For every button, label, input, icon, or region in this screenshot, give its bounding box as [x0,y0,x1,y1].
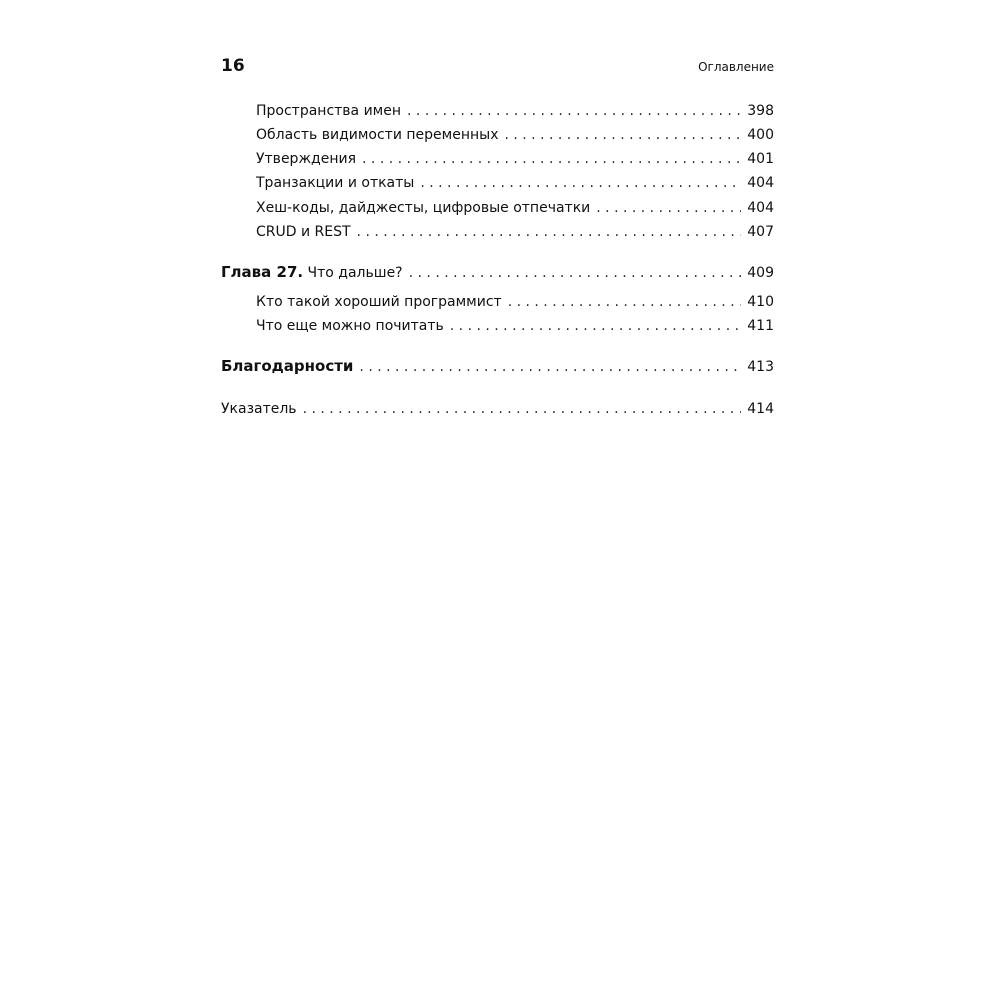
dot-leader [357,224,742,240]
dot-leader [407,103,741,119]
toc-entry-page: 404 [747,175,774,191]
toc-entry-title: Указатель [221,401,297,417]
chapter-title: Что дальше? [307,265,403,281]
toc-entry-title: Хеш-коды, дайджесты, цифровые отпечатки [256,200,591,216]
toc-acknowledgements[interactable] [221,357,774,379]
toc-entry-hash-codes[interactable] [256,200,774,222]
toc-entry-title: Транзакции и откаты [256,175,415,191]
dot-leader [409,265,742,281]
toc-entry-title: Область видимости переменных [256,127,499,143]
toc-entry-title: CRUD и REST [256,224,351,240]
toc-entry-page: 411 [747,318,774,334]
toc-entry-title: Кто такой хороший программист [256,294,502,310]
toc-entry-title: Пространства имен [256,103,402,119]
dot-leader [596,200,741,216]
dot-leader [359,359,741,375]
toc-entry-page: 413 [747,359,774,375]
toc-entry-variable-scope[interactable] [256,127,774,149]
toc-entry-page: 414 [747,401,774,417]
dot-leader [362,151,741,167]
dot-leader [420,175,741,191]
running-head: Оглавление [698,60,774,74]
toc-entry-further-reading[interactable] [256,318,774,340]
toc-entry-page: 410 [747,294,774,310]
toc-entry-namespaces[interactable] [256,103,774,125]
dot-leader [303,401,742,417]
toc-index[interactable] [221,401,774,423]
toc-chapter-27[interactable] [221,263,774,285]
toc-entry-assertions[interactable] [256,151,774,173]
toc-entry-page: 400 [747,127,774,143]
page-number: 16 [221,56,245,76]
toc-entry-title [221,263,403,281]
toc-entry-page: 407 [747,224,774,240]
toc-entry-transactions[interactable] [256,175,774,197]
toc-entry-page: 409 [747,265,774,281]
toc-entry-title: Благодарности [221,357,354,375]
toc-entry-page: 404 [747,200,774,216]
dot-leader [508,294,742,310]
toc-entry-good-programmer[interactable] [256,294,774,316]
toc-entry-page: 398 [747,103,774,119]
toc-entry-crud-rest[interactable] [256,224,774,246]
dot-leader [504,127,741,143]
chapter-number: Глава 27. [221,263,304,281]
toc-entry-title: Что еще можно почитать [256,318,444,334]
dot-leader [450,318,741,334]
toc-entry-page: 401 [747,151,774,167]
toc-entry-title: Утверждения [256,151,357,167]
